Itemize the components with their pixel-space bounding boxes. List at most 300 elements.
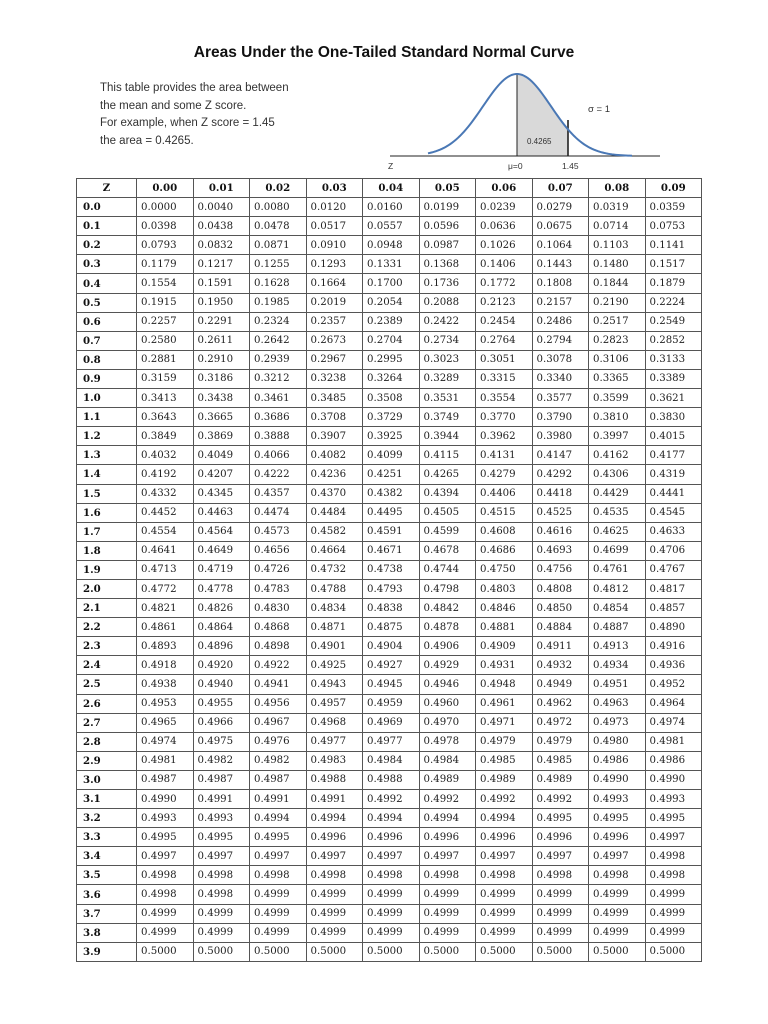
area-cell: 0.0160 (363, 198, 420, 217)
area-cell: 0.4995 (137, 828, 194, 847)
area-cell: 0.4875 (363, 618, 420, 637)
area-cell: 0.0239 (476, 198, 533, 217)
area-cell: 0.4946 (419, 675, 476, 694)
z-value-cell: 1.1 (77, 408, 137, 427)
area-cell: 0.4951 (589, 675, 646, 694)
table-row (77, 217, 702, 236)
area-cell: 0.2224 (645, 293, 702, 312)
area-cell: 0.4608 (476, 522, 533, 541)
area-cell: 0.5000 (193, 942, 250, 961)
area-cell: 0.4990 (137, 790, 194, 809)
area-cell: 0.2088 (419, 293, 476, 312)
area-cell: 0.3554 (476, 389, 533, 408)
table-row (77, 350, 702, 369)
area-cell: 0.4999 (532, 904, 589, 923)
z-value-cell: 1.5 (77, 484, 137, 503)
z-value-cell: 3.3 (77, 828, 137, 847)
area-cell: 0.4990 (645, 770, 702, 789)
area-cell: 0.0080 (250, 198, 307, 217)
area-cell: 0.4989 (532, 770, 589, 789)
area-cell: 0.2357 (306, 312, 363, 331)
area-cell: 0.4871 (306, 618, 363, 637)
area-cell: 0.4222 (250, 465, 307, 484)
area-cell: 0.4686 (476, 541, 533, 560)
area-cell: 0.0319 (589, 198, 646, 217)
area-cell: 0.4994 (476, 809, 533, 828)
area-cell: 0.4916 (645, 637, 702, 656)
area-cell: 0.4999 (589, 885, 646, 904)
area-cell: 0.4999 (589, 904, 646, 923)
area-cell: 0.4890 (645, 618, 702, 637)
area-cell: 0.4251 (363, 465, 420, 484)
area-cell: 0.3577 (532, 389, 589, 408)
area-cell: 0.4974 (645, 713, 702, 732)
area-cell: 0.4931 (476, 656, 533, 675)
area-cell: 0.4962 (532, 694, 589, 713)
area-cell: 0.4971 (476, 713, 533, 732)
area-cell: 0.2291 (193, 312, 250, 331)
area-cell: 0.1368 (419, 255, 476, 274)
area-cell: 0.4985 (476, 751, 533, 770)
area-cell: 0.4999 (419, 885, 476, 904)
z-value-cell: 1.6 (77, 503, 137, 522)
area-cell: 0.4678 (419, 541, 476, 560)
column-header-z: Z (77, 179, 137, 198)
area-cell: 0.4901 (306, 637, 363, 656)
area-cell: 0.4887 (589, 618, 646, 637)
area-cell: 0.3869 (193, 427, 250, 446)
area-cell: 0.4812 (589, 579, 646, 598)
area-cell: 0.4948 (476, 675, 533, 694)
table-row (77, 293, 702, 312)
area-cell: 0.4997 (476, 847, 533, 866)
area-cell: 0.4893 (137, 637, 194, 656)
area-cell: 0.2517 (589, 312, 646, 331)
table-row (77, 694, 702, 713)
table-row (77, 446, 702, 465)
area-cell: 0.4319 (645, 465, 702, 484)
table-row (77, 560, 702, 579)
area-cell: 0.4884 (532, 618, 589, 637)
area-cell: 0.4999 (419, 904, 476, 923)
normal-curve-figure (370, 60, 670, 178)
area-cell: 0.4953 (137, 694, 194, 713)
area-cell: 0.4798 (419, 579, 476, 598)
area-cell: 0.4998 (532, 866, 589, 885)
area-cell: 0.2823 (589, 331, 646, 350)
z-value-cell: 3.6 (77, 885, 137, 904)
area-cell: 0.3790 (532, 408, 589, 427)
area-cell: 0.4991 (250, 790, 307, 809)
area-cell: 0.4998 (137, 866, 194, 885)
area-cell: 0.4236 (306, 465, 363, 484)
area-cell: 0.2611 (193, 331, 250, 350)
area-cell: 0.4997 (250, 847, 307, 866)
area-cell: 0.1628 (250, 274, 307, 293)
area-cell: 0.4207 (193, 465, 250, 484)
area-cell: 0.4641 (137, 541, 194, 560)
area-cell: 0.1179 (137, 255, 194, 274)
table-row (77, 942, 702, 961)
area-cell: 0.4981 (645, 732, 702, 751)
area-cell: 0.5000 (137, 942, 194, 961)
area-cell: 0.4998 (306, 866, 363, 885)
area-cell: 0.4463 (193, 503, 250, 522)
area-cell: 0.3051 (476, 350, 533, 369)
area-cell: 0.4989 (419, 770, 476, 789)
area-cell: 0.4996 (363, 828, 420, 847)
table-row (77, 198, 702, 217)
area-cell: 0.0871 (250, 236, 307, 255)
area-cell: 0.1591 (193, 274, 250, 293)
table-row (77, 599, 702, 618)
intro-line: This table provides the area between (100, 82, 289, 94)
page-title: Areas Under the One-Tailed Standard Normal Curve (193, 44, 575, 61)
table-row (77, 770, 702, 789)
area-cell: 0.4525 (532, 503, 589, 522)
area-cell: 0.4984 (363, 751, 420, 770)
area-cell: 0.4997 (419, 847, 476, 866)
area-cell: 0.4994 (419, 809, 476, 828)
area-cell: 0.4535 (589, 503, 646, 522)
area-cell: 0.5000 (419, 942, 476, 961)
area-cell: 0.4970 (419, 713, 476, 732)
table-row (77, 847, 702, 866)
area-cell: 0.4495 (363, 503, 420, 522)
table-row (77, 427, 702, 446)
area-cell: 0.1772 (476, 274, 533, 293)
area-cell: 0.4963 (589, 694, 646, 713)
z-value-cell: 0.2 (77, 236, 137, 255)
area-cell: 0.4429 (589, 484, 646, 503)
area-cell: 0.3665 (193, 408, 250, 427)
area-cell: 0.4830 (250, 599, 307, 618)
area-cell: 0.4952 (645, 675, 702, 694)
area-cell: 0.0279 (532, 198, 589, 217)
area-cell: 0.2549 (645, 312, 702, 331)
z-value-cell: 3.8 (77, 923, 137, 942)
area-cell: 0.4625 (589, 522, 646, 541)
area-cell: 0.4968 (306, 713, 363, 732)
area-cell: 0.2190 (589, 293, 646, 312)
z-value-cell: 1.0 (77, 389, 137, 408)
z-value-cell: 0.5 (77, 293, 137, 312)
area-cell: 0.4115 (419, 446, 476, 465)
area-cell: 0.4996 (589, 828, 646, 847)
table-row (77, 751, 702, 770)
table-header-row (77, 179, 702, 198)
column-header: 0.07 (532, 179, 589, 198)
area-cell: 0.3413 (137, 389, 194, 408)
area-cell: 0.4854 (589, 599, 646, 618)
area-cell: 0.4554 (137, 522, 194, 541)
area-cell: 0.4978 (419, 732, 476, 751)
area-cell: 0.3264 (363, 369, 420, 388)
area-cell: 0.4994 (363, 809, 420, 828)
table-row (77, 904, 702, 923)
area-cell: 0.3159 (137, 369, 194, 388)
area-cell: 0.4996 (476, 828, 533, 847)
z-value-cell: 2.5 (77, 675, 137, 694)
area-cell: 0.4821 (137, 599, 194, 618)
area-cell: 0.2157 (532, 293, 589, 312)
area-cell: 0.4998 (250, 866, 307, 885)
area-cell: 0.3686 (250, 408, 307, 427)
area-cell: 0.4999 (306, 923, 363, 942)
area-cell: 0.4864 (193, 618, 250, 637)
area-cell: 0.4332 (137, 484, 194, 503)
area-cell: 0.4999 (363, 923, 420, 942)
area-cell: 0.4573 (250, 522, 307, 541)
area-cell: 0.4878 (419, 618, 476, 637)
z-value-cell: 0.4 (77, 274, 137, 293)
table-row (77, 656, 702, 675)
area-cell: 0.0714 (589, 217, 646, 236)
z-value-cell: 0.1 (77, 217, 137, 236)
table-row (77, 675, 702, 694)
area-cell: 0.4857 (645, 599, 702, 618)
area-cell: 0.3944 (419, 427, 476, 446)
table-row (77, 637, 702, 656)
area-cell: 0.4999 (363, 885, 420, 904)
area-cell: 0.4772 (137, 579, 194, 598)
z-value-cell: 2.2 (77, 618, 137, 637)
area-cell: 0.4932 (532, 656, 589, 675)
area-cell: 0.1255 (250, 255, 307, 274)
area-cell: 0.3485 (306, 389, 363, 408)
area-cell: 0.2019 (306, 293, 363, 312)
area-cell: 0.4370 (306, 484, 363, 503)
area-cell: 0.4788 (306, 579, 363, 598)
area-cell: 0.4999 (645, 904, 702, 923)
area-cell: 0.0636 (476, 217, 533, 236)
area-cell: 0.3888 (250, 427, 307, 446)
area-cell: 0.4988 (306, 770, 363, 789)
column-header: 0.03 (306, 179, 363, 198)
area-cell: 0.1844 (589, 274, 646, 293)
area-cell: 0.4999 (476, 885, 533, 904)
area-cell: 0.4998 (419, 866, 476, 885)
area-cell: 0.4911 (532, 637, 589, 656)
table-row (77, 713, 702, 732)
area-cell: 0.2967 (306, 350, 363, 369)
area-cell: 0.4998 (363, 866, 420, 885)
area-cell: 0.0793 (137, 236, 194, 255)
area-cell: 0.0120 (306, 198, 363, 217)
table-row (77, 828, 702, 847)
area-cell: 0.4965 (137, 713, 194, 732)
area-cell: 0.3289 (419, 369, 476, 388)
table-row (77, 312, 702, 331)
area-cell: 0.4983 (306, 751, 363, 770)
area-cell: 0.1517 (645, 255, 702, 274)
area-cell: 0.4265 (419, 465, 476, 484)
area-cell: 0.4826 (193, 599, 250, 618)
area-cell: 0.4279 (476, 465, 533, 484)
area-cell: 0.2764 (476, 331, 533, 350)
area-cell: 0.1103 (589, 236, 646, 255)
area-cell: 0.4980 (589, 732, 646, 751)
area-cell: 0.1879 (645, 274, 702, 293)
area-cell: 0.4998 (589, 866, 646, 885)
area-cell: 0.3023 (419, 350, 476, 369)
z-value-cell: 2.1 (77, 599, 137, 618)
area-cell: 0.3340 (532, 369, 589, 388)
area-cell: 0.4998 (193, 885, 250, 904)
area-cell: 0.1808 (532, 274, 589, 293)
area-cell: 0.5000 (363, 942, 420, 961)
area-cell: 0.0596 (419, 217, 476, 236)
table-row (77, 885, 702, 904)
area-cell: 0.4966 (193, 713, 250, 732)
area-cell: 0.0675 (532, 217, 589, 236)
area-cell: 0.2324 (250, 312, 307, 331)
area-cell: 0.4850 (532, 599, 589, 618)
area-cell: 0.4988 (363, 770, 420, 789)
area-cell: 0.4992 (363, 790, 420, 809)
table-row (77, 618, 702, 637)
area-cell: 0.4049 (193, 446, 250, 465)
area-cell: 0.1406 (476, 255, 533, 274)
area-cell: 0.2881 (137, 350, 194, 369)
area-cell: 0.3810 (589, 408, 646, 427)
area-cell: 0.1293 (306, 255, 363, 274)
area-cell: 0.4997 (306, 847, 363, 866)
area-cell: 0.4976 (250, 732, 307, 751)
area-cell: 0.5000 (306, 942, 363, 961)
area-cell: 0.2123 (476, 293, 533, 312)
area-cell: 0.4992 (532, 790, 589, 809)
area-cell: 0.4945 (363, 675, 420, 694)
area-cell: 0.3212 (250, 369, 307, 388)
area-cell: 0.4616 (532, 522, 589, 541)
intro-line: the mean and some Z score. (100, 99, 247, 112)
area-cell: 0.4925 (306, 656, 363, 675)
area-cell: 0.0398 (137, 217, 194, 236)
area-cell: 0.4162 (589, 446, 646, 465)
z-value-cell: 1.8 (77, 541, 137, 560)
area-cell: 0.3749 (419, 408, 476, 427)
area-cell: 0.4999 (532, 885, 589, 904)
area-cell: 0.4995 (645, 809, 702, 828)
area-cell: 0.4985 (532, 751, 589, 770)
table-row (77, 790, 702, 809)
z-value-cell: 3.0 (77, 770, 137, 789)
area-cell: 0.4999 (645, 885, 702, 904)
table-row (77, 503, 702, 522)
table-row (77, 923, 702, 942)
area-cell: 0.4974 (137, 732, 194, 751)
area-cell: 0.2673 (306, 331, 363, 350)
area-cell: 0.2794 (532, 331, 589, 350)
area-cell: 0.3133 (645, 350, 702, 369)
area-cell: 0.4357 (250, 484, 307, 503)
area-cell: 0.4913 (589, 637, 646, 656)
area-cell: 0.4957 (306, 694, 363, 713)
area-cell: 0.4564 (193, 522, 250, 541)
area-cell: 0.1064 (532, 236, 589, 255)
area-cell: 0.4999 (137, 904, 194, 923)
area-cell: 0.4996 (419, 828, 476, 847)
area-cell: 0.4406 (476, 484, 533, 503)
area-cell: 0.4999 (476, 904, 533, 923)
area-cell: 0.4633 (645, 522, 702, 541)
area-cell: 0.2054 (363, 293, 420, 312)
area-cell: 0.4991 (193, 790, 250, 809)
area-cell: 0.4744 (419, 560, 476, 579)
area-cell: 0.4996 (532, 828, 589, 847)
area-cell: 0.4997 (532, 847, 589, 866)
area-cell: 0.0199 (419, 198, 476, 217)
area-cell: 0.2389 (363, 312, 420, 331)
area-cell: 0.2257 (137, 312, 194, 331)
area-cell: 0.3365 (589, 369, 646, 388)
area-cell: 0.2454 (476, 312, 533, 331)
area-cell: 0.0040 (193, 198, 250, 217)
area-cell: 0.1026 (476, 236, 533, 255)
area-cell: 0.0987 (419, 236, 476, 255)
z-value-cell: 3.4 (77, 847, 137, 866)
area-cell: 0.4999 (250, 904, 307, 923)
area-cell: 0.1950 (193, 293, 250, 312)
area-cell: 0.4345 (193, 484, 250, 503)
area-cell: 0.4992 (476, 790, 533, 809)
z-table (76, 178, 702, 962)
area-cell: 0.4959 (363, 694, 420, 713)
area-cell: 0.4993 (193, 809, 250, 828)
area-cell: 0.2939 (250, 350, 307, 369)
area-cell: 0.4997 (137, 847, 194, 866)
area-cell: 0.4649 (193, 541, 250, 560)
area-cell: 0.4993 (137, 809, 194, 828)
area-cell: 0.1443 (532, 255, 589, 274)
area-cell: 0.4484 (306, 503, 363, 522)
area-cell: 0.2422 (419, 312, 476, 331)
area-cell: 0.4940 (193, 675, 250, 694)
z-value-cell: 1.2 (77, 427, 137, 446)
area-cell: 0.2580 (137, 331, 194, 350)
area-cell: 0.4099 (363, 446, 420, 465)
area-cell: 0.4986 (645, 751, 702, 770)
table-row (77, 255, 702, 274)
area-cell: 0.3461 (250, 389, 307, 408)
area-cell: 0.1664 (306, 274, 363, 293)
area-cell: 0.4999 (250, 885, 307, 904)
area-cell: 0.4750 (476, 560, 533, 579)
area-cell: 0.4961 (476, 694, 533, 713)
area-cell: 0.1480 (589, 255, 646, 274)
column-header: 0.02 (250, 179, 307, 198)
area-cell: 0.0438 (193, 217, 250, 236)
area-cell: 0.4994 (306, 809, 363, 828)
area-cell: 0.0910 (306, 236, 363, 255)
area-cell: 0.4975 (193, 732, 250, 751)
area-cell: 0.1700 (363, 274, 420, 293)
area-cell: 0.3849 (137, 427, 194, 446)
area-cell: 0.4998 (645, 866, 702, 885)
column-header: 0.08 (589, 179, 646, 198)
area-cell: 0.4922 (250, 656, 307, 675)
area-cell: 0.3078 (532, 350, 589, 369)
table-row (77, 866, 702, 885)
area-cell: 0.4964 (645, 694, 702, 713)
area-cell: 0.4881 (476, 618, 533, 637)
area-cell: 0.1915 (137, 293, 194, 312)
z-value-cell: 2.6 (77, 694, 137, 713)
area-cell: 0.2995 (363, 350, 420, 369)
area-cell: 0.4803 (476, 579, 533, 598)
area-cell: 0.4015 (645, 427, 702, 446)
